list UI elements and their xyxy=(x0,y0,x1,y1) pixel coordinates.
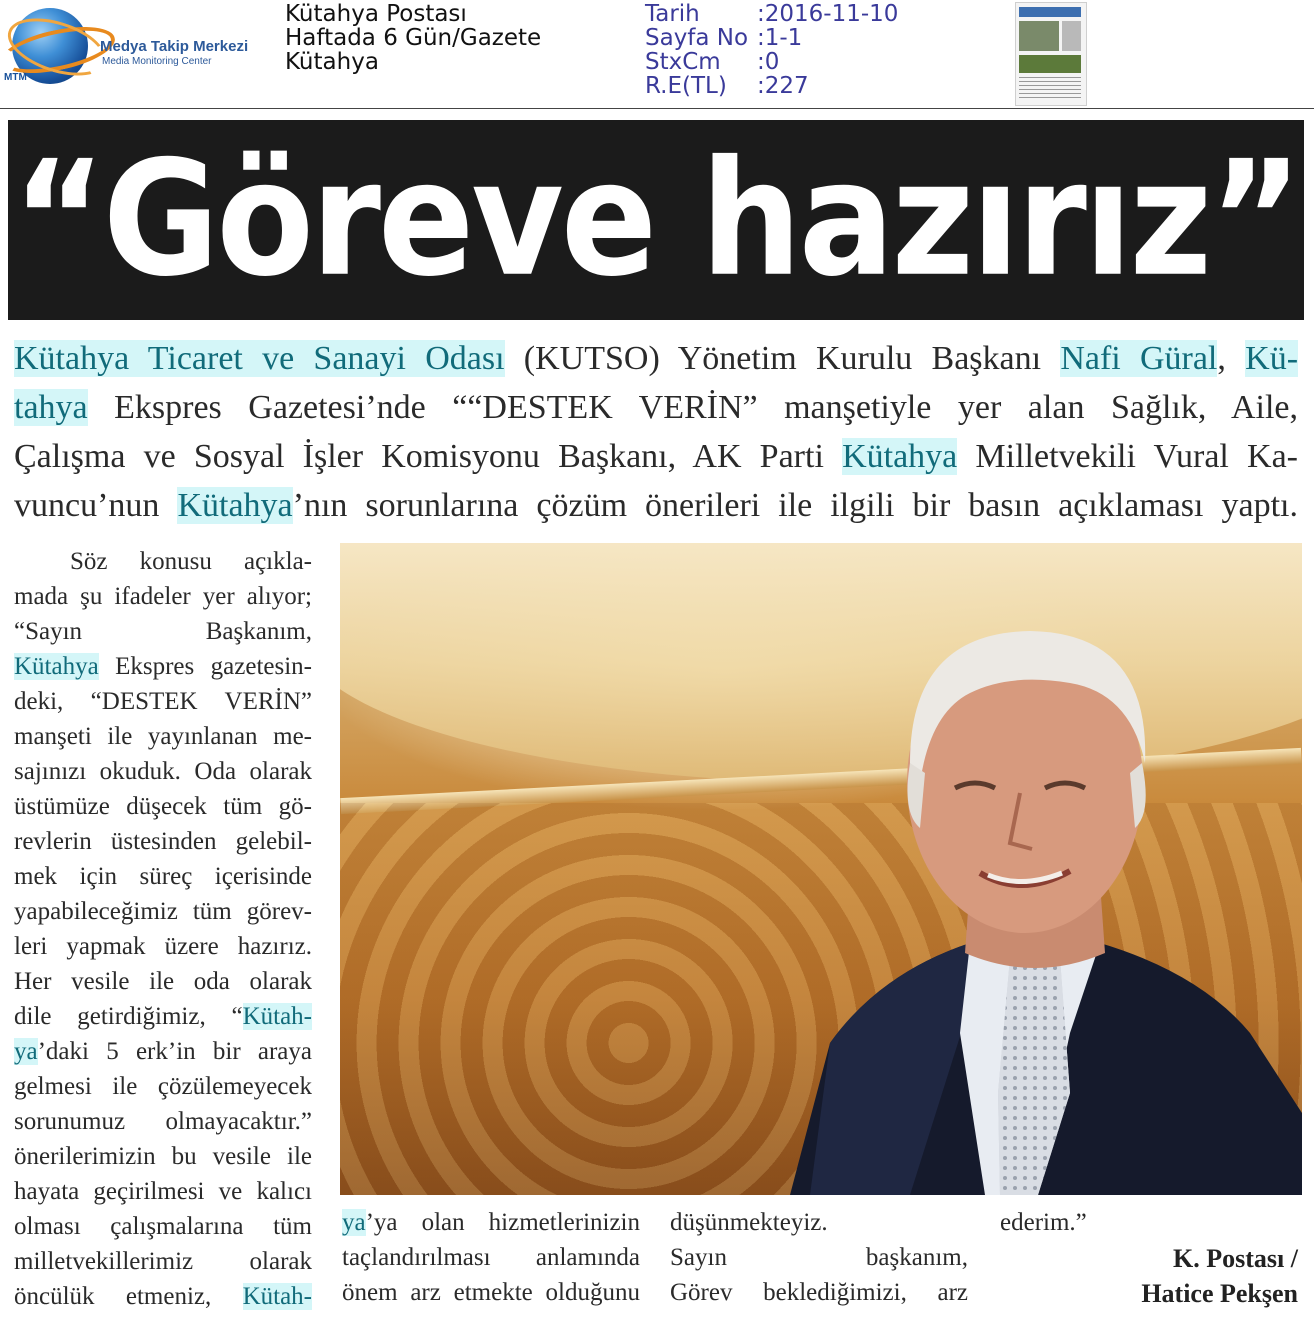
lead-line xyxy=(14,432,1298,481)
column-line: taçlandırılması anlamında xyxy=(342,1244,640,1271)
lead-text: , xyxy=(1217,340,1246,377)
column-line: leri yapmak üzere hazırız. xyxy=(14,933,312,960)
byline xyxy=(1100,1241,1298,1311)
column-line: deki, “DESTEK VERİN” xyxy=(14,688,312,715)
column-line: önerilerimizin bu vesile ile xyxy=(14,1143,312,1170)
meta-value: :227 xyxy=(757,73,809,99)
highlighted-term: Kütahya xyxy=(177,487,293,524)
article-column-1 xyxy=(14,544,312,1314)
publication-frequency: Haftada 6 Gün/Gazete xyxy=(285,25,542,51)
column-line: mek için süreç içerisinde xyxy=(14,863,312,890)
article-column-4 xyxy=(1000,1205,1300,1240)
logo-subtitle: Media Monitoring Center xyxy=(102,56,212,67)
column-line: “Sayın Başkanım, xyxy=(14,618,312,645)
column-line: ya’daki 5 erk’in bir araya xyxy=(14,1038,312,1065)
meta-key: R.E(TL) xyxy=(645,73,727,99)
clipping-metadata xyxy=(645,2,898,98)
column-line: düşünmekteyiz. xyxy=(670,1209,828,1236)
headline-banner xyxy=(8,120,1304,320)
lead-text: ’nın sorunlarına çözüm önerileri ile ilgili bir basın açıklaması yaptı. xyxy=(292,487,1298,524)
column-line: önem arz etmekte olduğunu xyxy=(342,1279,640,1306)
article-column-3 xyxy=(670,1205,968,1310)
publication-name: Kütahya Postası xyxy=(285,1,467,27)
column-line: ederim.” xyxy=(1000,1209,1087,1236)
logo-abbr: MTM xyxy=(4,72,27,83)
meta-value: :0 xyxy=(757,49,780,75)
column-line: ya’ya olan hizmetlerinizin xyxy=(342,1209,640,1236)
byline-author: Hatice Pekşen xyxy=(1141,1279,1298,1308)
column-line: revlerin üstesinden gelebil- xyxy=(14,828,312,855)
column-line: gelmesi ile çözülemeyecek xyxy=(14,1073,312,1100)
column-line: manşeti ile yayınlanan me- xyxy=(14,723,312,750)
lead-text: vuncu’nun xyxy=(14,487,178,524)
mtm-logo xyxy=(0,0,285,92)
highlighted-term: Kütahya xyxy=(842,438,958,475)
column-line: yapabileceğimiz tüm görev- xyxy=(14,898,312,925)
highlighted-term: Kü- xyxy=(1245,340,1299,377)
meta-value: :2016-11-10 xyxy=(757,1,899,27)
column-line: milletvekillerimiz olarak xyxy=(14,1248,312,1275)
column-line: mada şu ifadeler yer alıyor; xyxy=(14,583,312,610)
portrait-figure xyxy=(770,613,1302,1195)
highlighted-term: Nafi Güral xyxy=(1060,340,1218,377)
byline-source: K. Postası / xyxy=(1173,1244,1298,1273)
column-line: Söz konusu açıkla- xyxy=(70,548,312,575)
meta-row-stxcm xyxy=(645,50,898,74)
column-line: dile getirdiğimiz, “Kütah- xyxy=(14,1003,312,1030)
column-line: öncülük etmeniz, Kütah- xyxy=(14,1283,312,1310)
publication-city: Kütahya xyxy=(285,49,379,75)
lead-text: Ekspres Gazetesi’nde ““DESTEK VERİN” manşetiyle yer alan Sağlık, Aile, xyxy=(87,389,1298,426)
meta-key: Sayfa No xyxy=(645,25,749,51)
column-line: Görev beklediğimizi, arz xyxy=(670,1279,968,1306)
lead-line xyxy=(14,481,1298,530)
lead-paragraph xyxy=(14,334,1298,530)
lead-text: Çalışma ve Sosyal İşler Komisyonu Başkanı, AK Parti xyxy=(14,438,843,475)
article-column-2 xyxy=(342,1205,640,1310)
highlighted-term: tahya xyxy=(14,389,88,426)
column-line: olması çalışmalarına tüm xyxy=(14,1213,312,1240)
column-line: üstümüze düşecek tüm gö- xyxy=(14,793,312,820)
logo-name: Medya Takip Merkezi xyxy=(100,38,249,55)
meta-key: Tarih xyxy=(645,1,700,27)
highlighted-term: Kütahya Ticaret ve Sanayi Odası xyxy=(14,340,505,377)
column-line: Kütahya Ekspres gazetesin- xyxy=(14,653,312,680)
lead-text: (KUTSO) Yönetim Kurulu Başkanı xyxy=(504,340,1061,377)
meta-row-page xyxy=(645,26,898,50)
article-photo xyxy=(340,543,1302,1195)
meta-row-adequivalent xyxy=(645,74,898,98)
lead-line xyxy=(14,334,1298,383)
column-line: Sayın başkanım, xyxy=(670,1244,968,1271)
lead-text: Milletvekili Vural Ka- xyxy=(957,438,1298,475)
column-line: sajınızı okuduk. Oda olarak xyxy=(14,758,312,785)
meta-key: StxCm xyxy=(645,49,721,75)
column-line: sorunumuz olmayacaktır.” xyxy=(14,1108,312,1135)
headline: “Göreve hazırız” xyxy=(12,127,1300,312)
page-thumbnail[interactable] xyxy=(1015,2,1087,106)
lead-line xyxy=(14,383,1298,432)
column-line: Her vesile ile oda olarak xyxy=(14,968,312,995)
meta-row-date xyxy=(645,2,898,26)
meta-value: :1-1 xyxy=(757,25,803,51)
header-divider xyxy=(0,108,1314,109)
publication-info xyxy=(285,2,541,74)
column-line: hayata geçirilmesi ve kalıcı xyxy=(14,1178,312,1205)
